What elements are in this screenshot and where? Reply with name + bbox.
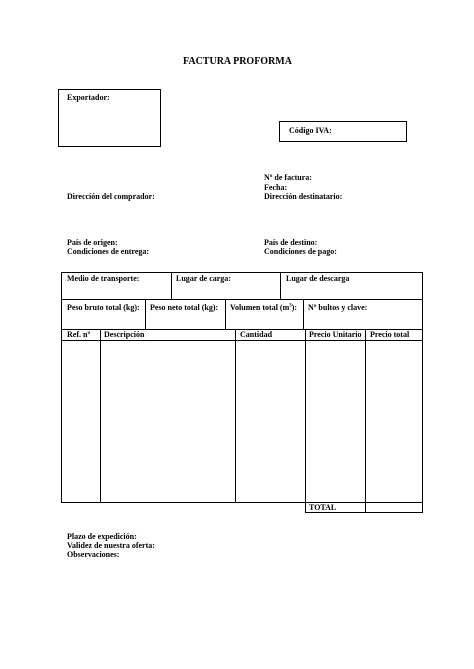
invoice-date-label: Fecha: — [264, 183, 288, 192]
gross-weight-label: Peso bruto total (kg): — [67, 303, 140, 312]
column-header-quantity: Cantidad — [240, 330, 273, 339]
document-title: FACTURA PROFORMA — [183, 56, 292, 67]
destination-country-label: País de destino: — [264, 238, 318, 247]
vat-code-box[interactable] — [279, 121, 407, 142]
vat-code-label: Código IVA: — [289, 126, 332, 135]
grid-line — [305, 329, 306, 513]
column-header-total-price: Precio total — [370, 330, 410, 339]
grid-line — [61, 272, 423, 273]
dispatch-term-label: Plazo de expedición: — [67, 532, 137, 541]
grid-line — [303, 299, 304, 330]
origin-country-label: País de origen: — [67, 238, 118, 247]
grid-line — [422, 272, 423, 513]
unloading-place-label: Lugar de descarga — [286, 274, 350, 283]
transport-means-label: Medio de transporte: — [67, 274, 140, 283]
exporter-box[interactable] — [58, 89, 161, 147]
grid-line — [100, 329, 101, 503]
loading-place-label: Lugar de carga: — [176, 274, 231, 283]
payment-terms-label: Condiciones de pago: — [264, 247, 337, 256]
exporter-label: Exportador: — [67, 93, 110, 102]
column-header-ref: Ref. nº — [67, 330, 91, 339]
grid-line — [61, 340, 423, 341]
grid-line — [61, 272, 62, 503]
recipient-address-label: Dirección destinatario: — [264, 192, 343, 201]
grid-line — [225, 299, 226, 330]
column-header-unit-price: Precio Unitario — [309, 330, 362, 339]
total-label: TOTAL — [309, 503, 337, 512]
grid-line — [171, 272, 172, 300]
buyer-address-label: Dirección del comprador: — [67, 192, 155, 201]
delivery-terms-label: Condiciones de entrega: — [67, 247, 150, 256]
net-weight-label: Peso neto total (kg): — [150, 303, 219, 312]
grid-line — [235, 329, 236, 503]
grid-line — [280, 272, 281, 300]
offer-validity-label: Validez de nuestra oferta: — [67, 541, 155, 550]
packages-label: Nº bultos y clave: — [308, 303, 368, 312]
grid-line — [145, 299, 146, 330]
column-header-description: Descripción — [104, 330, 145, 339]
grid-line — [61, 502, 423, 503]
grid-line — [365, 329, 366, 513]
total-volume-label: Volumen total $(m^3)$: — [230, 303, 298, 312]
grid-line — [61, 299, 423, 300]
invoice-number-label: Nº de factura: — [264, 173, 312, 182]
observations-label: Observaciones: — [67, 550, 120, 559]
